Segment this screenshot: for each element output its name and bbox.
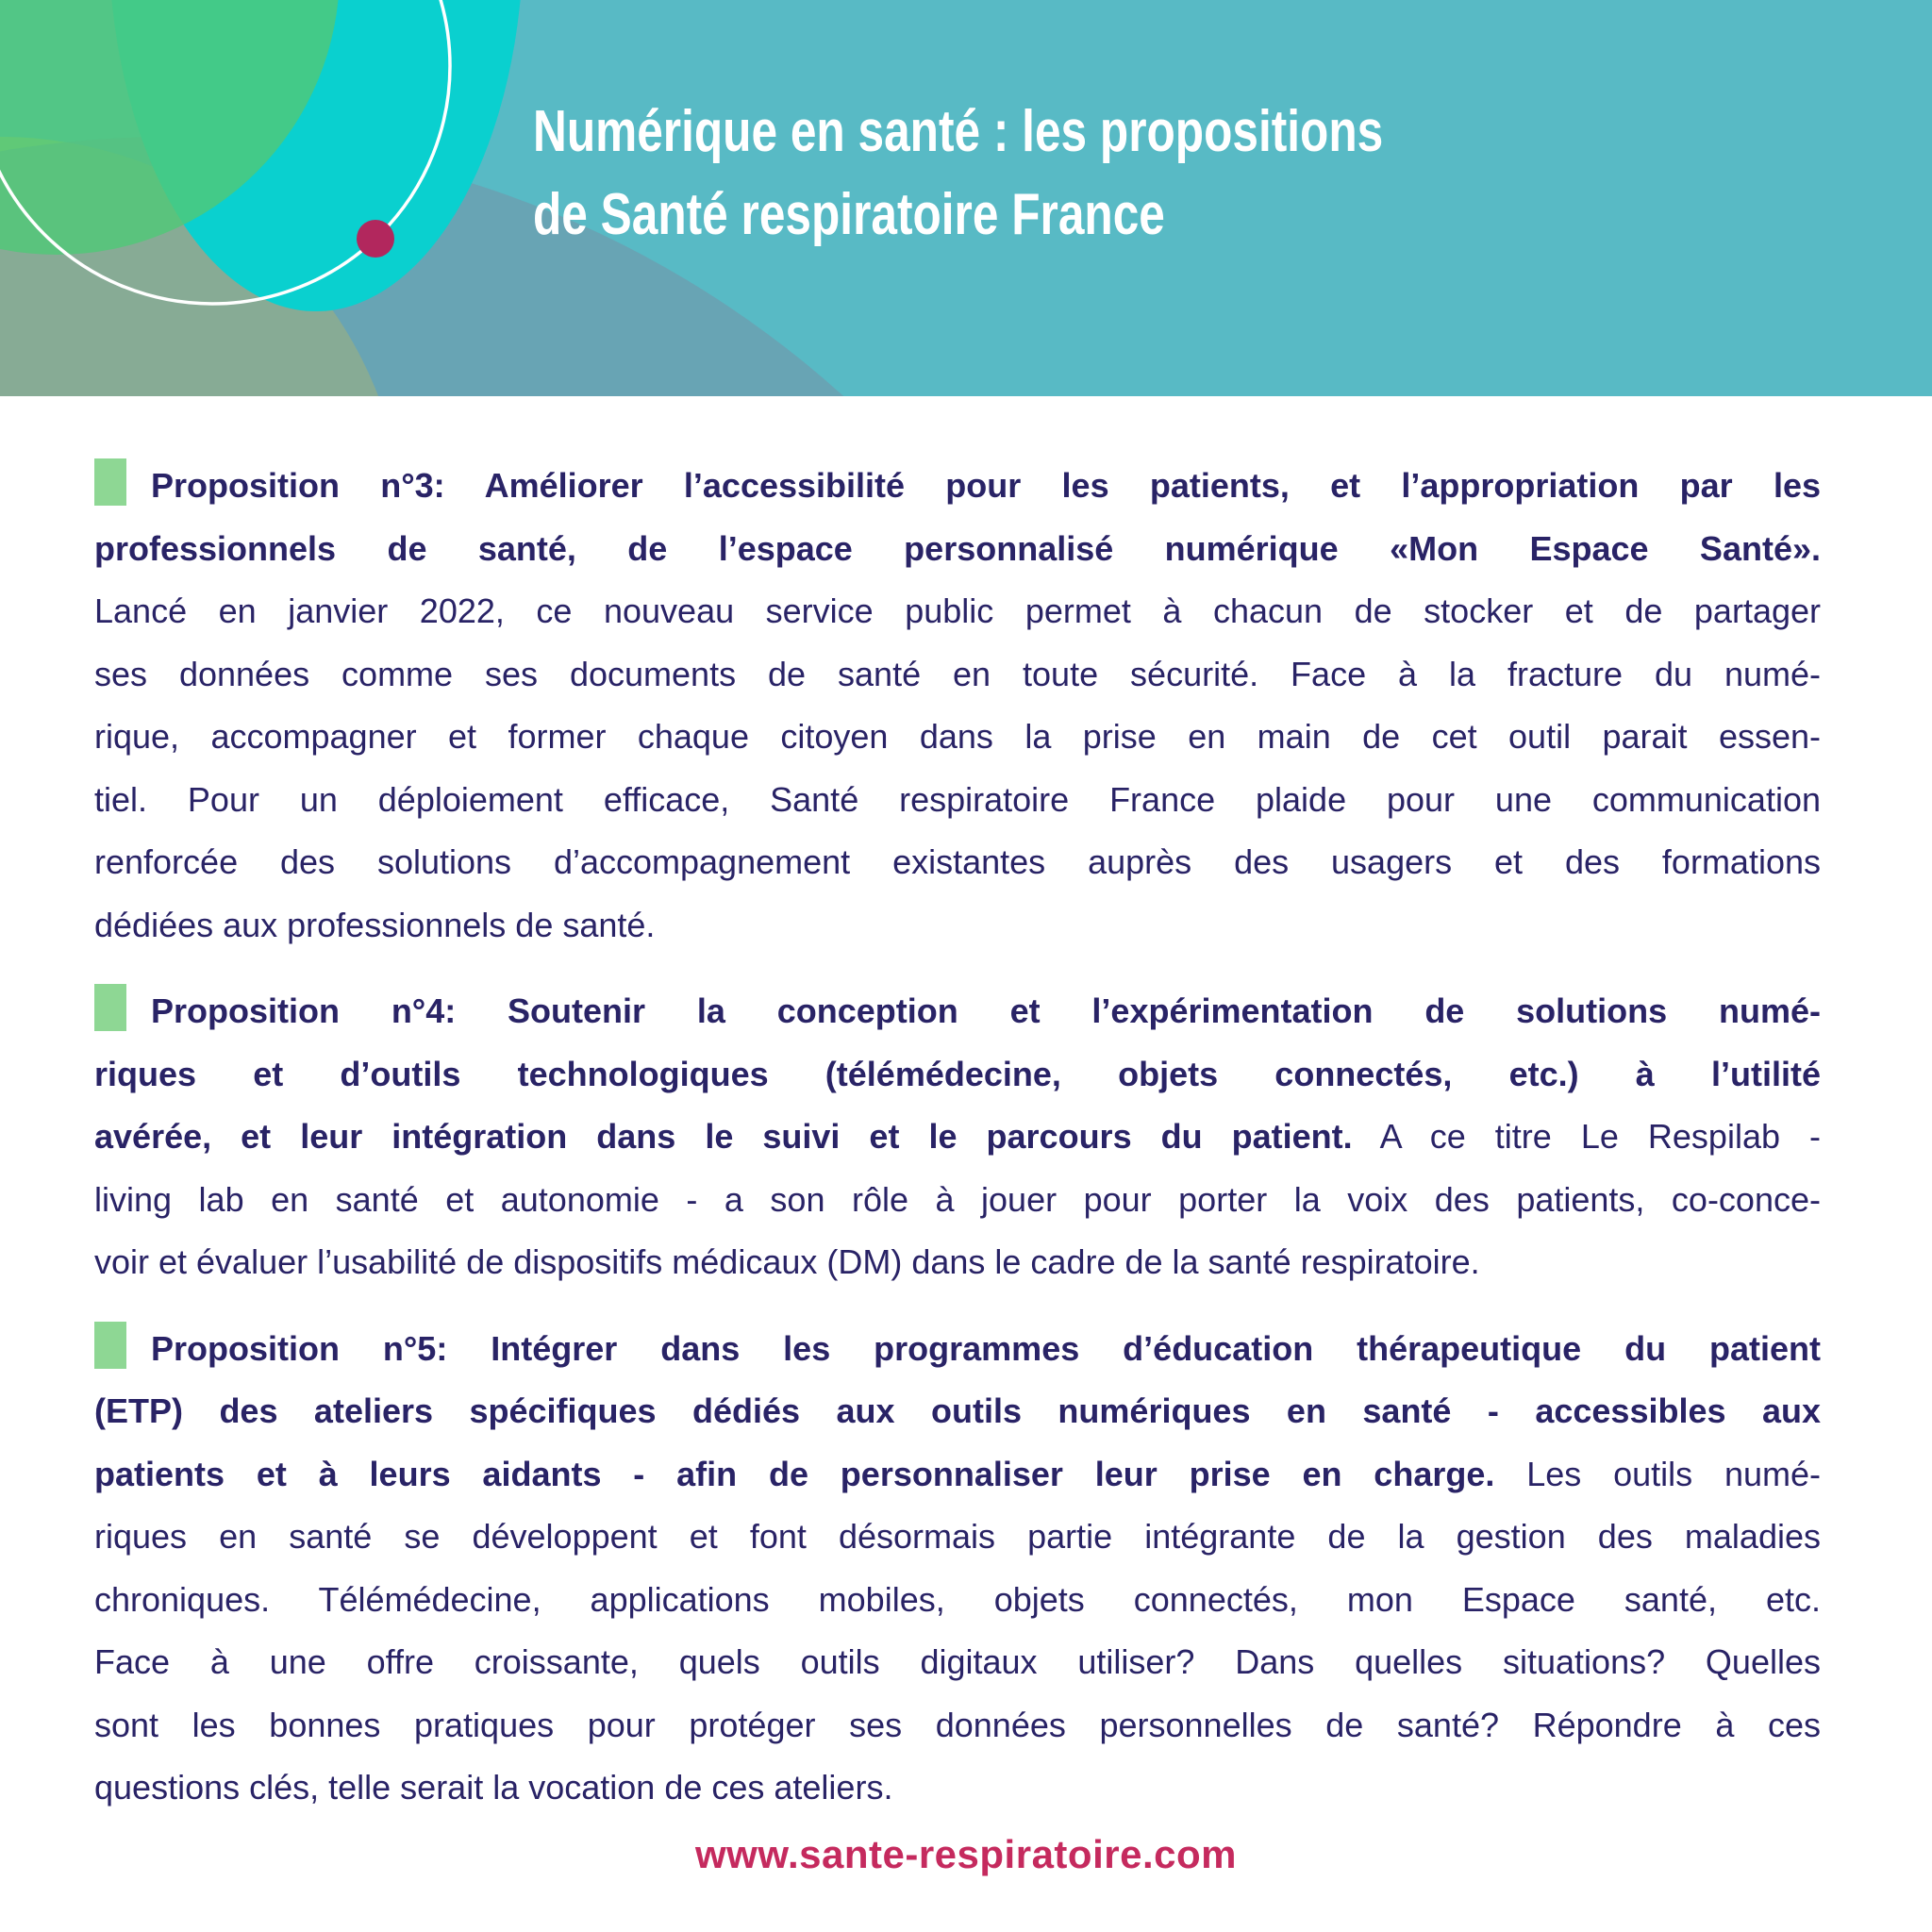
text-segment: A ce titre Le Respilab -: [1352, 1117, 1821, 1156]
proposition-paragraph-3: [94, 455, 1821, 957]
text-line: [94, 643, 1821, 707]
bold-text-segment: riques et d’outils technologiques (télémédecine, objets connectés, etc.) à l’utilité: [94, 1054, 1821, 1093]
bold-text-segment: avérée, et leur intégration dans le suivi et le parcours du patient.: [94, 1117, 1353, 1156]
text-segment: chroniques. Télémédecine, applications mobiles, objets connectés, mon Espace santé, etc.: [94, 1579, 1821, 1619]
text-segment: questions clés, telle serait la vocation de ces ateliers.: [94, 1768, 893, 1807]
bold-text-segment: Proposition n°5: Intégrer dans les programmes d’éducation thérapeutique du patient: [151, 1328, 1821, 1368]
text-segment: Les outils numé-: [1494, 1454, 1821, 1493]
bold-text-segment: professionnels de santé, de l’espace personnalisé numérique «Mon Espace Santé».: [94, 528, 1821, 568]
text-line: [94, 1506, 1821, 1569]
text-line: [94, 706, 1821, 769]
text-segment: living lab en santé et autonomie - a son rôle à jouer pour porter la voix des patients, co-conce-: [94, 1179, 1821, 1219]
text-line: [94, 1694, 1821, 1757]
text-line: [94, 580, 1821, 643]
text-line: [94, 1443, 1821, 1507]
green-bullet-marker: [94, 458, 126, 506]
footer: [0, 1832, 1932, 1877]
website-link[interactable]: www.sante-respiratoire.com: [695, 1832, 1237, 1876]
text-line: [94, 1631, 1821, 1694]
decor-magenta-dot: [357, 220, 394, 258]
text-line: [94, 1043, 1821, 1107]
text-segment: dédiées aux professionnels de santé.: [94, 905, 656, 944]
text-line: [94, 1169, 1821, 1232]
text-segment: riques en santé se développent et font désormais partie intégrante de la gestion des maladies: [94, 1517, 1821, 1556]
bold-text-segment: Proposition n°3: Améliorer l’accessibilité pour les patients, et l’appropriation par les: [151, 466, 1821, 505]
text-segment: renforcée des solutions d’accompagnement existantes auprès des usagers et des formations: [94, 842, 1821, 881]
green-bullet-marker: [94, 1322, 126, 1369]
propositions-text: [0, 396, 1932, 1843]
header-banner: [0, 0, 1932, 396]
text-line: [94, 1569, 1821, 1632]
text-segment: Face à une offre croissante, quels outils digitaux utiliser? Dans quelles situations? Quelles: [94, 1642, 1821, 1681]
proposition-paragraph-4: [94, 980, 1821, 1294]
text-segment: ses données comme ses documents de santé en toute sécurité. Face à la fracture du numé-: [94, 654, 1821, 693]
text-segment: Lancé en janvier 2022, ce nouveau service public permet à chacun de stocker et de partager: [94, 591, 1821, 630]
text-line: [94, 894, 1821, 958]
page-title-line2: de Santé respiratoire France: [533, 182, 1165, 247]
text-line: [94, 1380, 1821, 1443]
proposition-paragraph-5: [94, 1318, 1821, 1820]
text-line: [94, 769, 1821, 832]
text-line: [94, 1757, 1821, 1820]
text-line: [94, 831, 1821, 894]
bold-text-segment: patients et à leurs aidants - afin de personnaliser leur prise en charge.: [94, 1454, 1495, 1493]
bold-text-segment: (ETP) des ateliers spécifiques dédiés aux outils numériques en santé - accessibles aux: [94, 1391, 1821, 1430]
text-segment: voir et évaluer l’usabilité de dispositifs médicaux (DM) dans le cadre de la santé respiratoire.: [94, 1242, 1480, 1281]
text-line: [94, 1106, 1821, 1169]
text-line: [94, 1231, 1821, 1294]
page-title: [533, 91, 1383, 257]
page-title-line1: Numérique en santé : les propositions: [533, 99, 1384, 164]
text-line: [94, 1318, 1821, 1381]
green-bullet-marker: [94, 984, 126, 1031]
text-segment: sont les bonnes pratiques pour protéger ses données personnelles de santé? Répondre à ces: [94, 1705, 1821, 1744]
text-segment: tiel. Pour un déploiement efficace, Santé respiratoire France plaide pour une communication: [94, 779, 1821, 819]
text-line: [94, 980, 1821, 1043]
bold-text-segment: Proposition n°4: Soutenir la conception et l’expérimentation de solutions numé-: [151, 991, 1821, 1030]
text-line: [94, 518, 1821, 581]
text-segment: rique, accompagner et former chaque citoyen dans la prise en main de cet outil parait essen-: [94, 717, 1821, 756]
text-line: [94, 455, 1821, 518]
